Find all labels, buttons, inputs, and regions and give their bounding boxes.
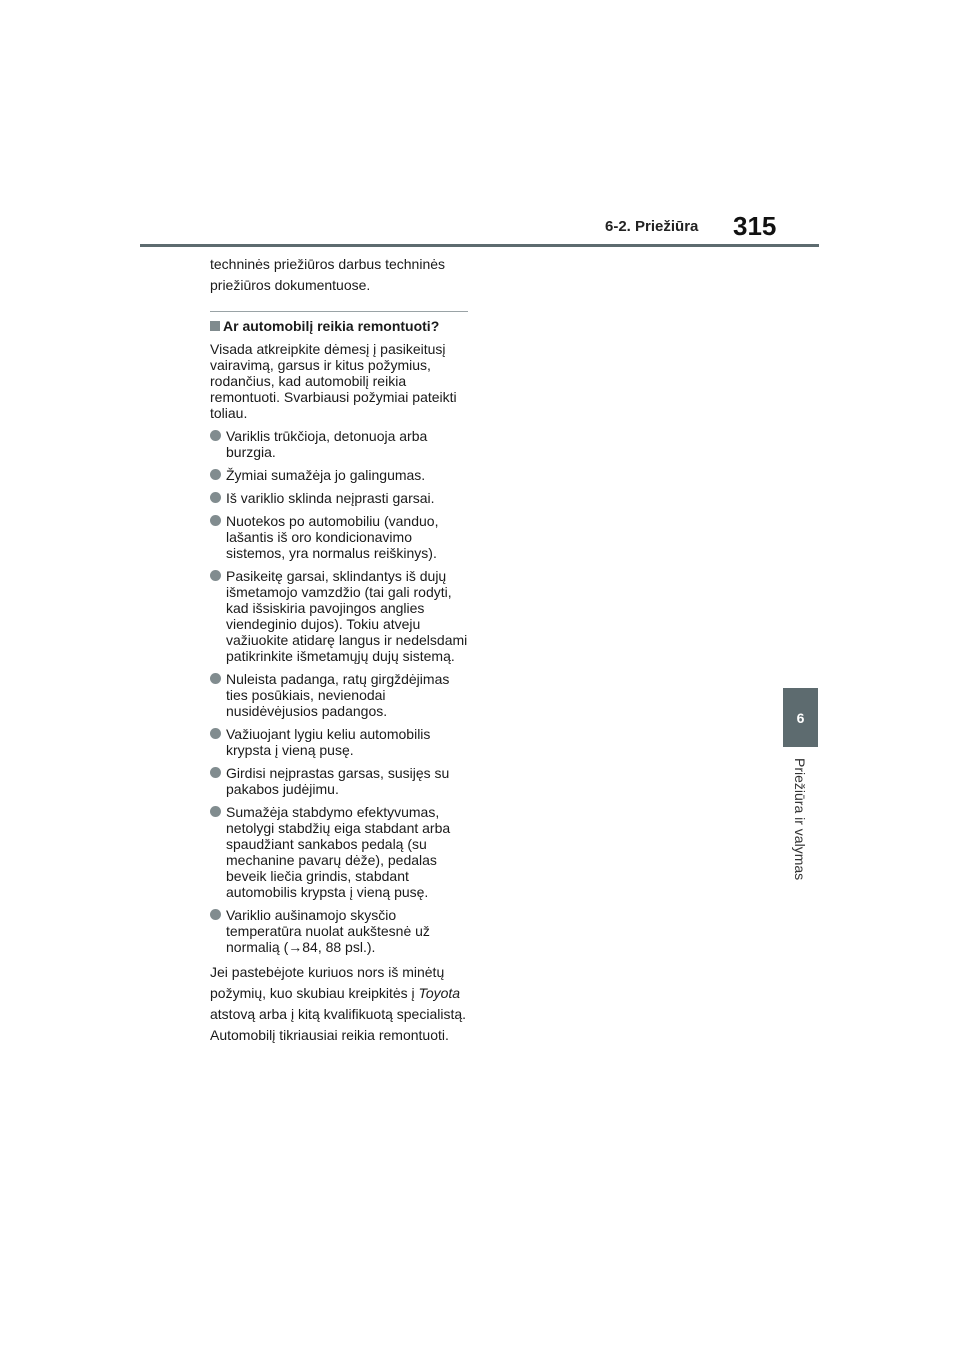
section-paragraph: Visada atkreipkite dėmesį į pasikeitusį vairavimą, garsus ir kitus požymius, rodančius, kad automobilį reikia remontuoti. Svarbiausi požymiai pateikti toliau. bbox=[210, 341, 457, 421]
section-divider bbox=[210, 311, 468, 312]
circle-bullet-icon bbox=[210, 767, 221, 778]
closing-paragraph bbox=[210, 962, 472, 1046]
section-heading-text: Ar automobilį reikia remontuoti? bbox=[223, 318, 440, 334]
list-item bbox=[210, 804, 472, 900]
list-item bbox=[210, 765, 472, 797]
list-item-text: Žymiai sumažėja jo galingumas. bbox=[226, 467, 426, 483]
list-item bbox=[210, 568, 472, 664]
chapter-number: 6 bbox=[796, 709, 805, 726]
list-item bbox=[210, 428, 472, 460]
header-section-title: 6-2. Priežiūra bbox=[605, 218, 699, 235]
closing-text-start: Jei pastebėjote kuriuos nors iš minėtų požymių, kuo skubiau kreipkitės į bbox=[210, 964, 445, 1001]
list-item bbox=[210, 671, 472, 719]
list-item-text: Pasikeitę garsai, sklindantys iš dujų išmetamojo vamzdžio (tai gali rodyti, kad išsiskiria pavojingos anglies viendeginio dujos). Tokiu atveju važiuokite atidarę langus ir nedelsdami patikrinkite išmetamųjų dujų sistemą. bbox=[226, 568, 468, 664]
page-number: 315 bbox=[733, 211, 777, 241]
list-item bbox=[210, 467, 472, 483]
list-item bbox=[210, 726, 472, 758]
list-item bbox=[210, 907, 472, 955]
chapter-title-vertical: Priežiūra ir valymas bbox=[792, 758, 808, 881]
list-item bbox=[210, 513, 472, 561]
circle-bullet-icon bbox=[210, 909, 221, 920]
list-item-text: Nuotekos po automobiliu (vanduo, lašantis iš oro kondicionavimo sistemos, yra normalus reiškinys). bbox=[226, 513, 439, 561]
list-item-text: Sumažėja stabdymo efektyvumas, netolygi stabdžių eiga stabdant arba spaudžiant sankabos pedalą (su mechanine pavarų dėže), pedalas beveik liečia grindis, stabdant automobilis krypsta į vieną pusę. bbox=[226, 804, 451, 900]
list-item-text: Važiuojant lygiu keliu automobilis krypsta į vieną pusę. bbox=[226, 726, 431, 758]
circle-bullet-icon bbox=[210, 492, 221, 503]
circle-bullet-icon bbox=[210, 673, 221, 684]
square-bullet-icon bbox=[210, 321, 220, 331]
main-content bbox=[210, 254, 472, 1046]
header-divider bbox=[140, 244, 819, 247]
circle-bullet-icon bbox=[210, 515, 221, 526]
closing-text-end: atstovą arba į kitą kvalifikuotą specialistą. Automobilį tikriausiai reikia remontuoti. bbox=[210, 1006, 467, 1043]
section-heading bbox=[210, 317, 472, 335]
chapter-tab bbox=[783, 688, 818, 747]
list-item-text: Variklis trūkčioja, detonuoja arba burzgia. bbox=[226, 428, 428, 460]
list-item-text: Nuleista padanga, ratų girgždėjimas ties posūkiais, nevienodai nusidėvėjusios padangos. bbox=[226, 671, 450, 719]
circle-bullet-icon bbox=[210, 570, 221, 581]
circle-bullet-icon bbox=[210, 728, 221, 739]
list-item-text: Iš variklio sklinda neįprasti garsai. bbox=[226, 490, 435, 506]
list-item bbox=[210, 490, 472, 506]
brand-name: Toyota bbox=[418, 985, 461, 1001]
list-item-text: Girdisi neįprastas garsas, susijęs su pakabos judėjimu. bbox=[226, 765, 450, 797]
circle-bullet-icon bbox=[210, 430, 221, 441]
circle-bullet-icon bbox=[210, 806, 221, 817]
symptom-list bbox=[210, 428, 472, 955]
intro-text: techninės priežiūros darbus techninės priežiūros dokumentuose. bbox=[210, 256, 446, 293]
list-item-text: Variklio aušinamojo skysčio temperatūra nuolat aukštesnė už normalią (→84, 88 psl.). bbox=[226, 907, 430, 955]
circle-bullet-icon bbox=[210, 469, 221, 480]
